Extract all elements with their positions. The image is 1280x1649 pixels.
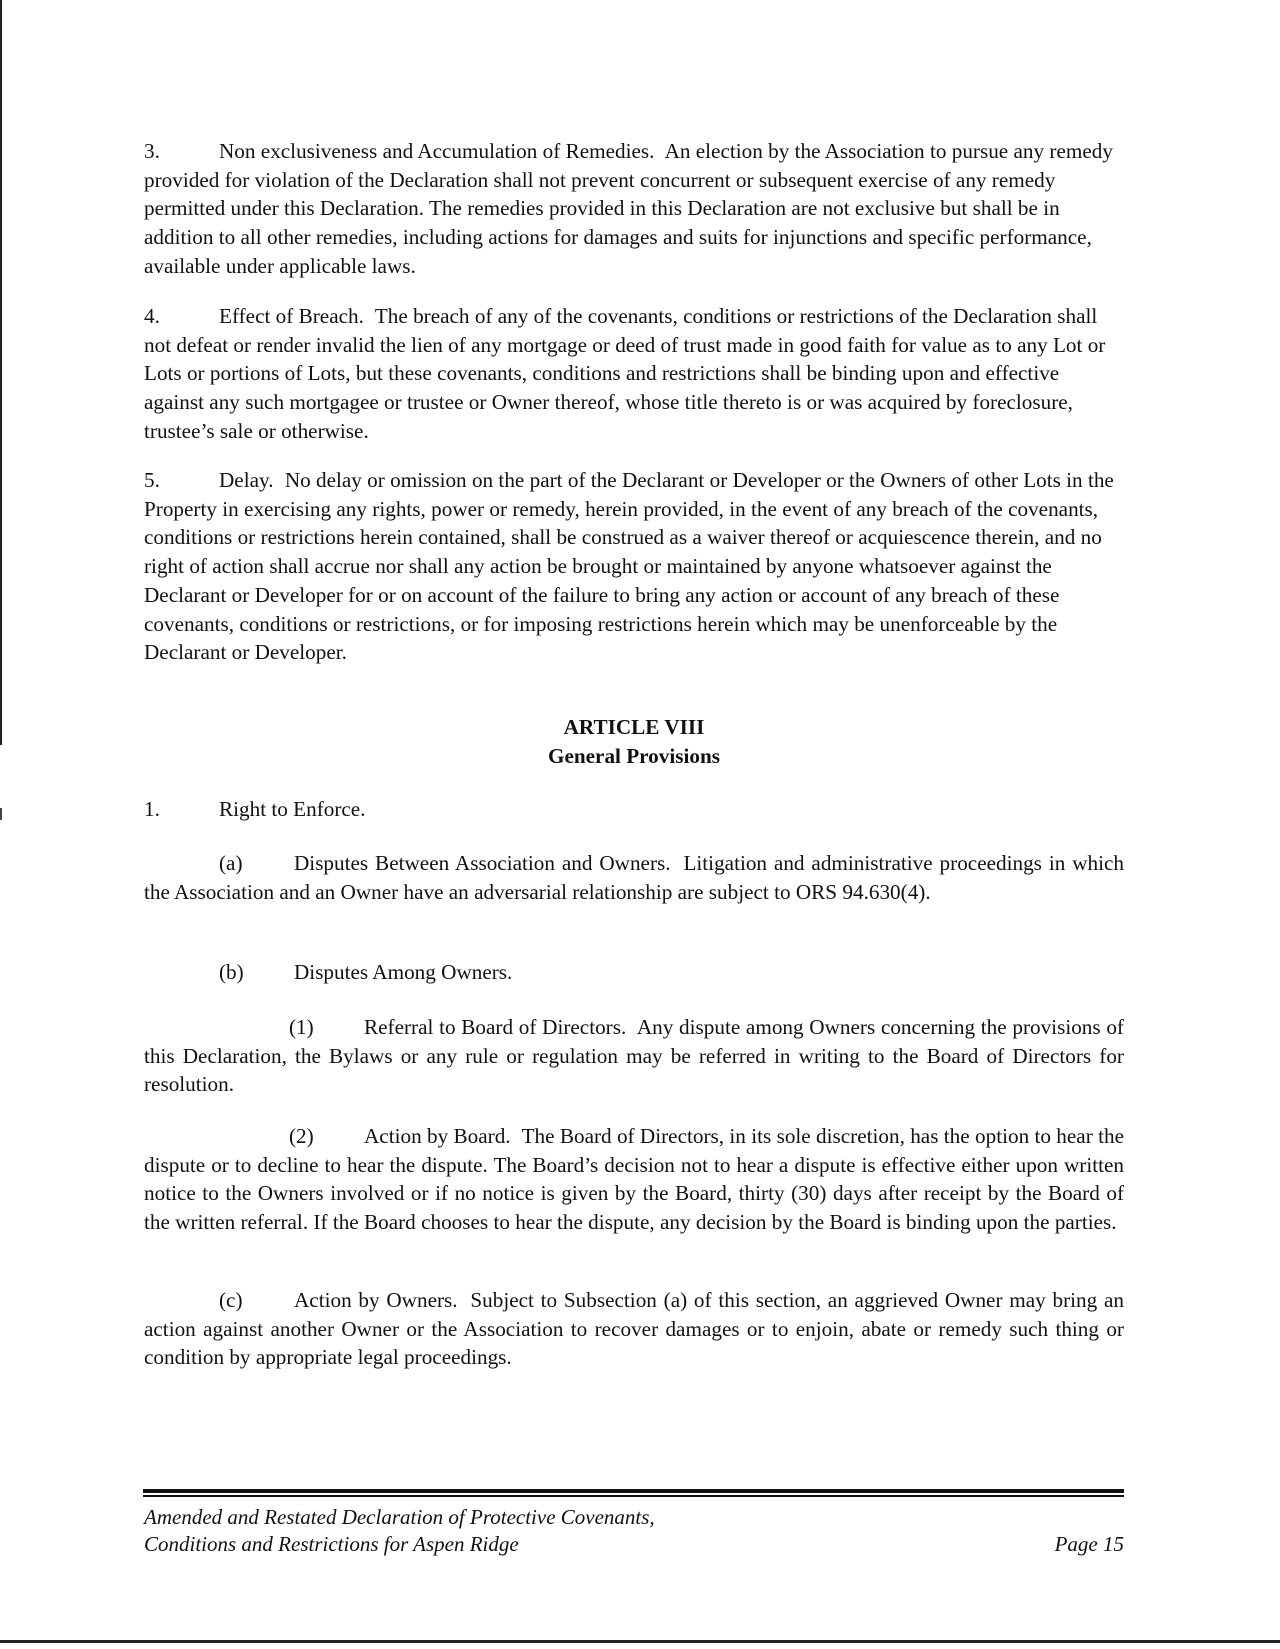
article-subtitle: General Provisions [547,743,721,768]
scan-left-edge [0,0,2,745]
subsection-label: (a) [219,851,243,875]
section-3-paragraph [144,137,1124,281]
footer-title-line-2: Conditions and Restrictions for Aspen Ridge [144,1532,519,1556]
subsection-heading: Referral to Board of Directors. [364,1015,627,1039]
subsection-a-paragraph [144,849,1124,906]
section-text: The breach of any of the covenants, conditions or restrictions of the Declaration shall not defeat or render invalid the lien of any mortgage or deed of trust made in good faith for value as to any Lot or Lots or portions of Lots, but these covenants, conditions and restrictions shall be binding upon and effective against any such mortgagee or trustee or Owner thereof, whose title thereto is or was acquired by foreclosure, trustee’s sale or otherwise. [144,304,1106,443]
footer-title-line-1: Amended and Restated Declaration of Protective Covenants, [144,1505,655,1529]
section-heading: Non exclusiveness and Accumulation of Remedies. [219,139,655,163]
subsection-c-paragraph [144,1286,1124,1372]
section-number: 4. [144,304,160,328]
section-heading: Delay. [219,468,274,492]
footer-rule-thin [143,1495,1124,1497]
page-number: Page 15 [1054,1532,1124,1556]
footer-document-title [144,1504,844,1558]
subsection-label: (c) [219,1288,243,1312]
subsection-heading: Action by Owners. [294,1288,458,1312]
section-number: 5. [144,468,160,492]
section-number: 3. [144,139,160,163]
scan-left-mark [0,808,2,820]
subsection-text: The Board of Directors, in its sole discretion, has the option to hear the dispute or to decline to hear the dispute. The Board’s decision not to hear a dispute is effective either upon written notice to the Owners involved or if no notice is given by the Board, thirty (30) days after receipt by the Board of the written referral. If the Board chooses to hear the dispute, any decision by the Board is binding upon the parties. [144,1124,1124,1235]
subsection-label: (2) [289,1124,314,1148]
section-text: No delay or omission on the part of the Declarant or Developer or the Owners of other Lots in the Property in exercising any rights, power or remedy, herein provided, in the event of any breach of the covenants, conditions or restrictions herein contained, shall be construed as a waiver thereof or acquiescence therein, and no right of action shall accrue nor shall any action be brought or maintained by anyone whatsoever against the Declarant or Developer for or on account of the failure to bring any action or account of any breach of these covenants, conditions or restrictions, or for imposing restrictions herein which may be unenforceable by the Declarant or Developer. [144,468,1114,665]
section-4-paragraph [144,302,1124,446]
section-text: An election by the Association to pursue any remedy provided for violation of the Declaration shall not prevent concurrent or subsequent exercise of any remedy permitted under this Declaration. The remedies provided in this Declaration are not exclusive but shall be in addition to all other remedies, including actions for damages and suits for injunctions and specific performance, available under applicable laws. [144,139,1113,278]
footer-rule [143,1489,1124,1493]
subsection-label: (b) [219,960,244,984]
scan-bottom-edge [0,1640,1280,1643]
subsection-label: (1) [289,1015,314,1039]
subsection-heading: Disputes Among Owners. [294,960,513,984]
subsection-text: Any dispute among Owners concerning the provisions of this Declaration, the Bylaws or any rule or regulation may be referred in writing to the Board of Directors for resolution. [144,1015,1124,1097]
section-heading: Effect of Breach. [219,304,364,328]
subsection-text: Subject to Subsection (a) of this section, an aggrieved Owner may bring an action against another Owner or the Association to recover damages or to enjoin, abate or remedy such thing or condition by appropriate legal proceedings. [144,1288,1124,1370]
article-title: ARTICLE VIII [563,715,705,739]
subsection-b1-paragraph [144,1013,1124,1099]
subsection-heading: Disputes Between Association and Owners. [294,851,671,875]
section-1-heading [144,795,1124,824]
section-number: 1. [144,797,160,821]
subsection-heading: Action by Board. [364,1124,511,1148]
section-heading: Right to Enforce. [219,797,366,821]
subsection-text: Litigation and administrative proceedings in which the Association and an Owner have an adversarial relationship are subject to ORS 94.630(4). [144,851,1124,904]
subsection-b2-paragraph [144,1122,1124,1237]
subsection-b-heading [144,958,1124,987]
section-5-paragraph [144,466,1124,667]
article-heading [144,713,1124,770]
